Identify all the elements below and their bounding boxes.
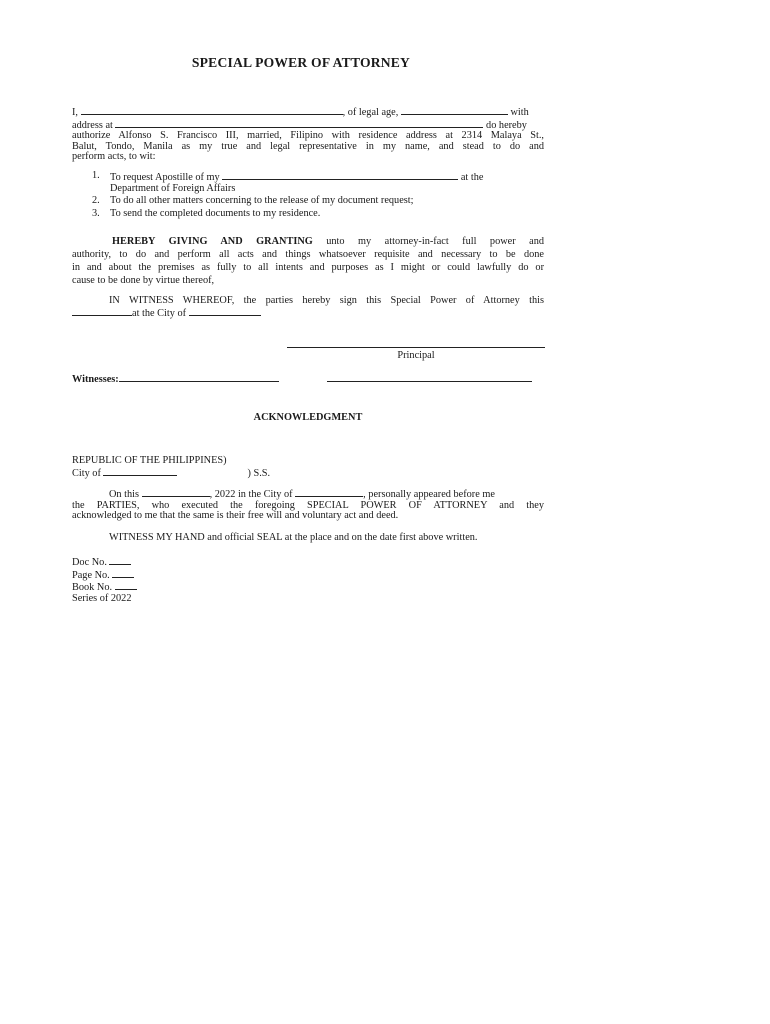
witness-1-line[interactable]	[119, 373, 279, 382]
book-no-blank[interactable]	[115, 581, 137, 590]
witness-2-line[interactable]	[327, 381, 532, 382]
witness-whereof-paragraph: IN WITNESS WHEREOF, the parties hereby sign this Special Power of Attorney this at the City of	[72, 294, 544, 320]
acknowledgment-paragraph: On this , 2022 in the City of , personally appeared before me the PARTIES, who executed the foregoing SPECIAL POWER OF ATTORNEY and they acknowledged to me that the same is their free will and voluntary act and deed.	[72, 489, 544, 522]
intro-paragraph	[72, 106, 544, 163]
ack-date-blank[interactable]	[142, 488, 210, 497]
republic-line: REPUBLIC OF THE PHILIPPINES)	[72, 455, 227, 466]
book-no: Book No.	[72, 581, 137, 594]
date-blank[interactable]	[72, 307, 132, 316]
intro-line-1: I, , of legal age, with	[72, 107, 529, 118]
ack-city-2-blank[interactable]	[295, 488, 363, 497]
intro-line-5: perform acts, to wit:	[72, 151, 156, 163]
list-item: 3. To send the completed documents to my residence.	[92, 207, 321, 219]
witness-hand-line: WITNESS MY HAND and official SEAL at the place and on the date first above written.	[109, 532, 478, 543]
name-blank[interactable]	[81, 106, 343, 115]
doc-no: Doc No.	[72, 556, 137, 569]
acknowledgment-heading: ACKNOWLEDGMENT	[253, 412, 363, 423]
page-no-blank[interactable]	[112, 569, 134, 578]
city-blank[interactable]	[189, 307, 261, 316]
doc-no-blank[interactable]	[109, 556, 131, 565]
acts-list	[92, 170, 545, 221]
series: Series of 2022	[72, 592, 132, 604]
civil-status-blank[interactable]	[401, 106, 508, 115]
ack-city-blank[interactable]	[103, 467, 177, 476]
witnesses-row: Witnesses:	[72, 373, 279, 386]
principal-label: Principal	[397, 350, 435, 361]
document-title: SPECIAL POWER OF ATTORNEY	[191, 55, 411, 70]
city-ss-line: City of ) S.S.	[72, 468, 271, 479]
page-no: Page No.	[72, 569, 137, 582]
notarial-block	[72, 556, 137, 604]
document-type-blank[interactable]	[222, 171, 458, 180]
list-item: 2. To do all other matters concerning to the release of my document request;	[92, 195, 414, 207]
intro-line-3: authorize Alfonso S. Francisco III, married, Filipino with residence address at 2314 Malaya St.,	[72, 130, 544, 142]
address-blank[interactable]	[115, 119, 483, 128]
intro-line-2: address at do hereby	[72, 119, 527, 131]
list-item: 1. To request Apostille of my at the Department of Foreign Affairs	[92, 170, 484, 194]
intro-line-4: Balut, Tondo, Manila as my true and legal representative in my name, and stead to do and	[72, 140, 544, 152]
principal-signature-line[interactable]	[287, 347, 545, 348]
granting-paragraph: HEREBY GIVING AND GRANTING unto my attorney-in-fact full power and authority, to do and perform all acts and things whatsoever requisite and necessary to be done in and about the premises as fully to all intents and purposes as I might or could lawfully do or cause to be done by virtue thereof,	[72, 236, 545, 286]
